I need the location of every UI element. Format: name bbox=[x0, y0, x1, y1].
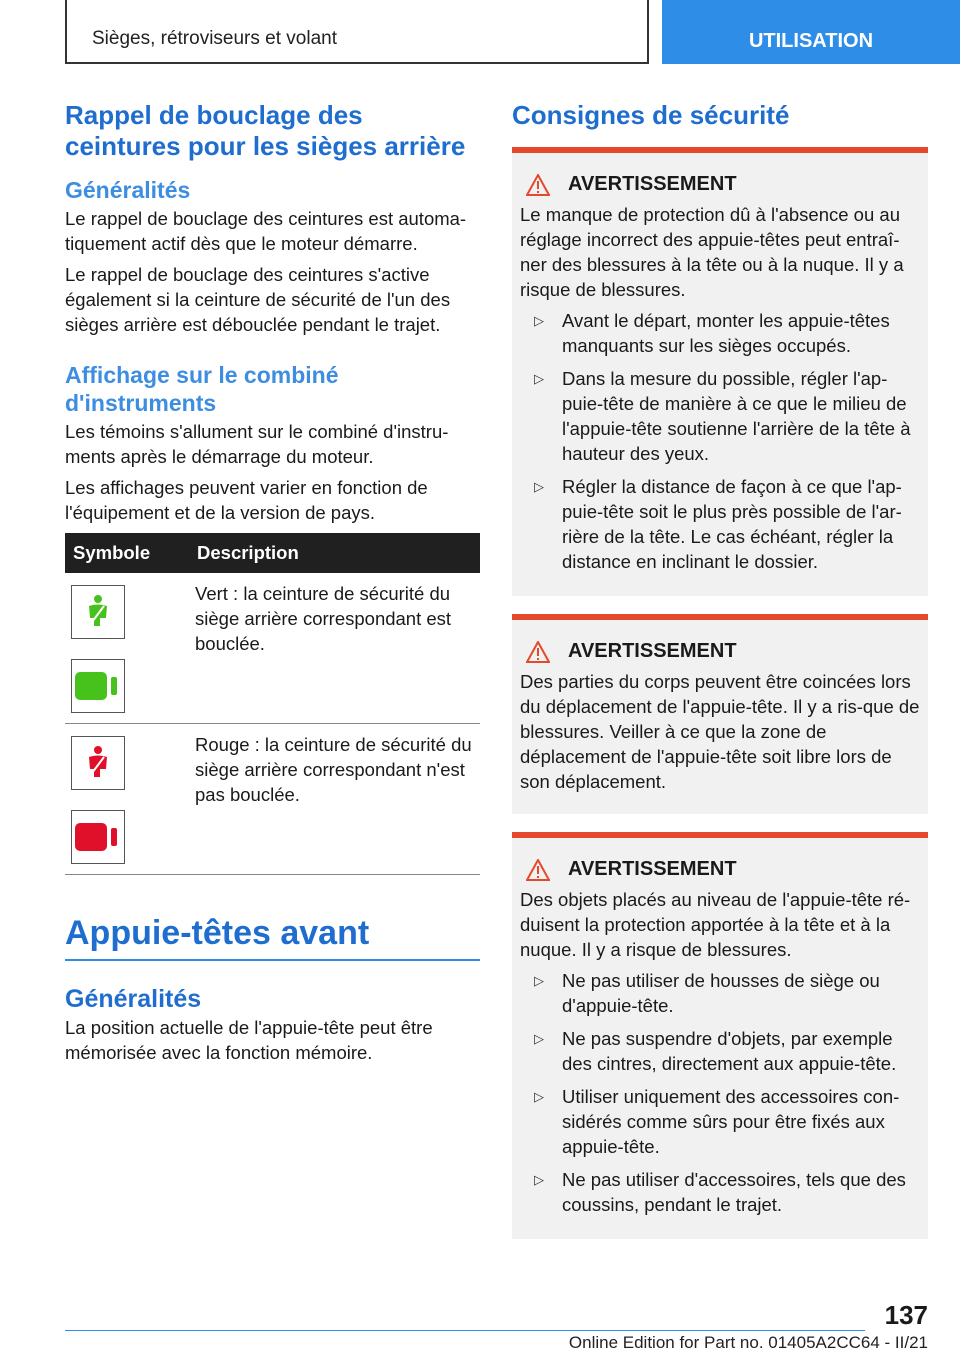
list-item: ▷ Ne pas utiliser d'accessoires, tels que des coussins, pendant le trajet. bbox=[534, 1169, 906, 1215]
symbol-table bbox=[65, 533, 480, 875]
list-item: ▷ Ne pas suspendre d'objets, par exemple des cintres, directement aux appuie-tête. bbox=[534, 1028, 897, 1074]
general-paragraph-2: Le rappel de bouclage des ceintures s'active également si la ceinture de sécurité de l'un des sièges arrière est débouclée pendant le trajet. bbox=[65, 264, 451, 335]
header-section-title: Sièges, rétroviseurs et volant bbox=[91, 28, 337, 49]
table-header-description: Description bbox=[189, 533, 480, 573]
warning-box-2 bbox=[512, 614, 928, 814]
list-item: ▷ Régler la distance de façon à ce que l'ap‐puie-tête soit le plus près possible de l'ar‐rière de la tête. Le cas échéant, régler la distance en inclinant le dossier. bbox=[534, 476, 902, 572]
table-header-symbol: Symbole bbox=[65, 533, 189, 573]
seatbelt-green-icon bbox=[71, 585, 125, 639]
list-item: ▷ Ne pas utiliser de housses de siège ou d'appuie-tête. bbox=[534, 970, 880, 1016]
warning-triangle-icon bbox=[526, 859, 550, 881]
warning-triangle-icon bbox=[526, 641, 550, 663]
general-heading: Généralités bbox=[65, 177, 191, 203]
table-row bbox=[65, 724, 480, 875]
page-number: 137 bbox=[884, 1300, 928, 1330]
general-paragraph-1: Le rappel de bouclage des ceintures est automa‐tiquement actif dès que le moteur démarre. bbox=[65, 208, 467, 254]
warning-box-3 bbox=[512, 832, 928, 1239]
warning-label: AVERTISSEMENT bbox=[568, 173, 737, 195]
warning-label: AVERTISSEMENT bbox=[568, 640, 737, 662]
list-item: ▷ Utiliser uniquement des accessoires con‐sidérés comme sûrs pour être fixés aux appuie-tête. bbox=[534, 1086, 900, 1157]
left-column bbox=[65, 100, 480, 1071]
front-headrests-title: Appuie-têtes avant bbox=[65, 913, 480, 961]
safety-notes-title: Consignes de sécurité bbox=[512, 100, 790, 130]
seatbelt-reminder-title: Rappel de bouclage des ceintures pour les sièges arrière bbox=[65, 100, 466, 161]
warning-label: AVERTISSEMENT bbox=[568, 858, 737, 880]
right-column bbox=[512, 100, 928, 1257]
table-row bbox=[65, 573, 480, 724]
warning-box-1 bbox=[512, 147, 928, 596]
warning-text: Des objets placés au niveau de l'appuie-tête ré‐duisent la protection apportée à la tête et à la nuque. Il y a risque de blessures. bbox=[520, 889, 911, 960]
list-item: ▷ Dans la mesure du possible, régler l'ap‐puie-tête de manière à ce que le milieu de l'appuie-tête soutienne l'arrière de la tête à hauteur des yeux. bbox=[534, 368, 911, 464]
footer-divider bbox=[65, 1330, 865, 1331]
general-heading-2: Généralités bbox=[65, 985, 202, 1013]
seatbelt-red-icon bbox=[71, 736, 125, 790]
warning-text: Le manque de protection dû à l'absence ou au réglage incorrect des appuie-têtes peut entraî‐ner des blessures à la tête ou à la nuque. Il y a risque de blessures. bbox=[520, 204, 904, 300]
display-paragraph-1: Les témoins s'allument sur le combiné d'instru‐ments après le démarrage du moteur. bbox=[65, 421, 449, 467]
rear-seat-green-icon bbox=[71, 659, 125, 713]
footer-edition: Online Edition for Part no. 01405A2CC64 - II/21 bbox=[568, 1333, 928, 1352]
list-item: ▷ Avant le départ, monter les appuie-têtes manquants sur les sièges occupés. bbox=[534, 310, 890, 356]
warning-text: Des parties du corps peuvent être coincées lors du déplacement de l'appuie-tête. Il y a ris‐que de blessures. Veiller à ce que la zone de déplacement de l'appuie-tête soit libre lors de son déplacement. bbox=[520, 671, 920, 792]
header-tab-utilisation[interactable]: UTILISATION bbox=[662, 0, 960, 64]
display-heading: Affichage sur le combiné d'instruments bbox=[65, 362, 339, 416]
display-paragraph-2: Les affichages peuvent varier en fonction de l'équipement et de la version de pays. bbox=[65, 477, 428, 523]
table-cell-green-description: Vert : la ceinture de sécurité du siège arrière correspondant est bouclée. bbox=[189, 573, 480, 724]
header-frame bbox=[65, 0, 649, 64]
general2-paragraph-1: La position actuelle de l'appuie-tête peut être mémorisée avec la fonction mémoire. bbox=[65, 1017, 433, 1063]
table-cell-red-description: Rouge : la ceinture de sécurité du siège arrière correspondant n'est pas bouclée. bbox=[189, 724, 480, 875]
warning-triangle-icon bbox=[526, 174, 550, 196]
rear-seat-red-icon bbox=[71, 810, 125, 864]
